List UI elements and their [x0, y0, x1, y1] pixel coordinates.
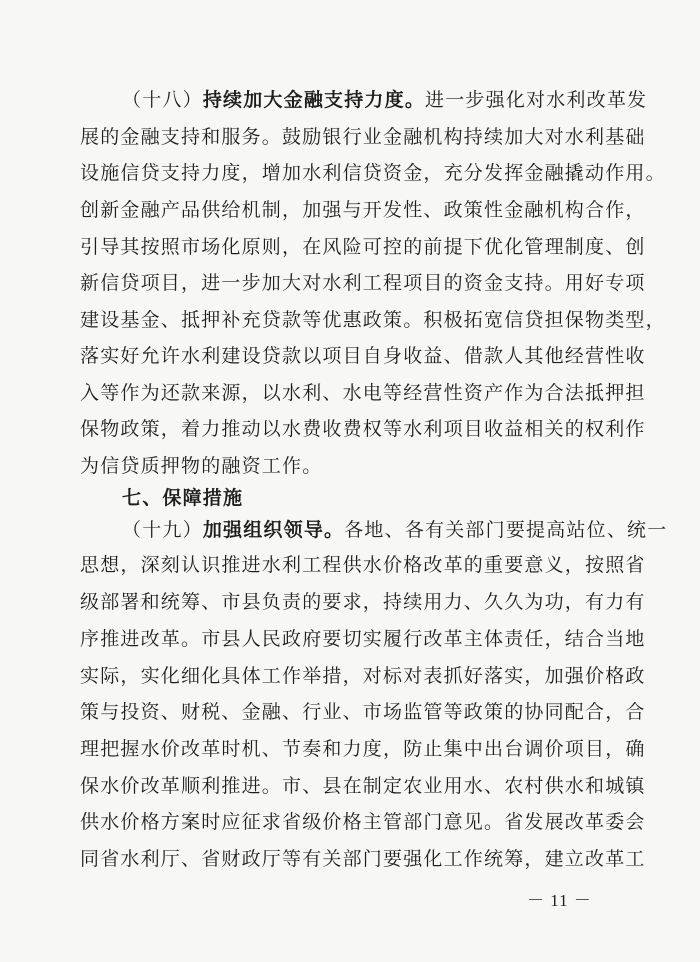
section18-line: 保物政策，着力推动以水费收费权等水利项目收益相关的权利作 — [80, 418, 646, 440]
section19-line: 实际，实化细化具体工作举措，对标对表抓好落实，加强价格政 — [80, 665, 646, 687]
section18-line: 为信贷质押物的融资工作。 — [80, 455, 323, 477]
section18-line: 展的金融支持和服务。鼓励银行业金融机构持续加大对水利基础 — [80, 126, 646, 148]
section19-marker: （十九） — [122, 519, 203, 541]
section18-line: 创新金融产品供给机制，加强与开发性、政策性金融机构合作， — [80, 199, 646, 221]
section19-line: 级部署和统筹、市县负责的要求，持续用力、久久为功，有力有 — [80, 591, 646, 613]
section18-line-0: 进一步强化对水利改革发 — [425, 89, 648, 111]
section18-first-line — [122, 88, 647, 112]
section18-marker: （十八） — [122, 89, 203, 111]
section19-line: 供水价格方案时应征求省级价格主管部门意见。省发展改革委会 — [80, 811, 646, 833]
section18-line: 建设基金、抵押补充贷款等优惠政策。积极拓宽信贷担保物类型， — [80, 309, 666, 331]
section19-line: 保水价改革顺利推进。市、县在制定农业用水、农村供水和城镇 — [80, 775, 646, 797]
section18-line: 入等作为还款来源，以水利、水电等经营性资产作为合法抵押担 — [80, 382, 646, 404]
section19-first-line — [122, 518, 667, 542]
section19-title: 加强组织领导。 — [202, 519, 345, 541]
section18-line: 设施信贷支持力度，增加水利信贷资金，充分发挥金融撬动作用。 — [80, 162, 666, 184]
chapter7-heading: 七、保障措施 — [122, 487, 244, 509]
section19-line: 同省水利厅、省财政厅等有关部门要强化工作统筹，建立改革工 — [80, 848, 646, 870]
section18-line: 落实好允许水利建设贷款以项目自身收益、借款人其他经营性收 — [80, 345, 646, 367]
page-number: － 11 － — [527, 891, 592, 910]
section18-line: 新信贷项目，进一步加大对水利工程项目的资金支持。用好专项 — [80, 272, 646, 294]
section18-line: 引导其按照市场化原则，在风险可控的前提下优化管理制度、创 — [80, 236, 646, 258]
section18-title: 持续加大金融支持力度。 — [202, 89, 426, 111]
section19-line: 序推进改革。市县人民政府要切实履行改革主体责任，结合当地 — [80, 628, 646, 650]
section19-line: 思想，深刻认识推进水利工程供水价格改革的重要意义，按照省 — [80, 554, 646, 576]
section19-line: 理把握水价改革时机、节奏和力度，防止集中出台调价项目，确 — [80, 738, 646, 760]
section19-line-0: 各地、各有关部门要提高站位、统一 — [344, 519, 668, 541]
section19-line: 策与投资、财税、金融、行业、市场监管等政策的协同配合，合 — [80, 701, 646, 723]
